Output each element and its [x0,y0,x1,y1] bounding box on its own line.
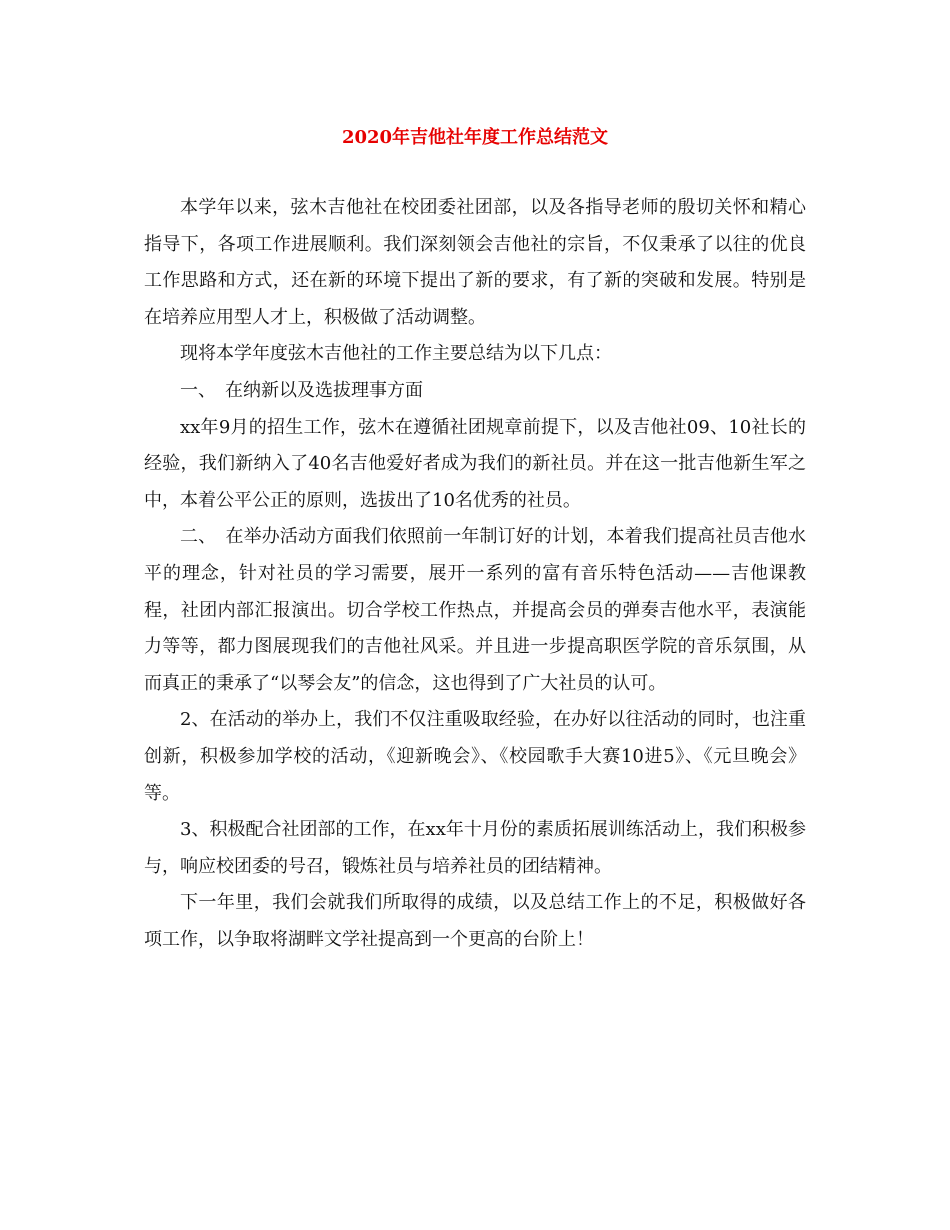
section-heading-recruitment: 一、 在纳新以及选拔理事方面 [180,379,423,401]
paragraph-summary-lead: 现将本学年度弦木吉他社的工作主要总结为以下几点： [180,343,612,365]
paragraph-activities: 二、 在举办活动方面我们依照前一年制订好的计划，本着我们提高社员吉他水平的理念，针对社员的学习需要，展开一系列的富有音乐特色活动——吉他课教程，社团内部汇报演出。切合学校工作热点，并提高会员的弹奏吉他水平，表演能力等等，都力图展现我们的吉他社风采。并且进一步提高职医学院的音乐氛围，从而真正的秉承了“以琴会友”的信念，这也得到了广大社员的认可。 [144,526,806,694]
paragraph-intro: 本学年以来，弦木吉他社在校团委社团部，以及各指导老师的殷切关怀和精心指导下，各项工作进展顺利。我们深刻领会吉他社的宗旨，不仅秉承了以往的优良工作思路和方式，还在新的环境下提出了新的要求，有了新的突破和发展。特别是在培养应用型人才上，积极做了活动调整。 [144,197,806,328]
paragraph-cooperation: 3、积极配合社团部的工作，在xx年十月份的素质拓展训练活动上，我们积极参与，响应校团委的号召，锻炼社员与培养社员的团结精神。 [144,819,806,877]
paragraph-recruitment: xx年9月的招生工作，弦木在遵循社团规章前提下，以及吉他社09、10社长的经验，我们新纳入了40名吉他爱好者成为我们的新社员。并在这一批吉他新生军之中，本着公平公正的原则，选拔出了10名优秀的社员。 [144,416,806,511]
paragraph-outlook: 下一年里，我们会就我们所取得的成绩，以及总结工作上的不足，积极做好各项工作，以争取将湖畔文学社提高到一个更高的台阶上！ [144,892,806,950]
document-title: 2020年吉他社年度工作总结范文 [341,127,609,148]
paragraph-events: 2、在活动的举办上，我们不仅注重吸取经验，在办好以往活动的同时，也注重创新，积极参加学校的活动，《迎新晚会》、《校园歌手大赛10进5》、《元旦晚会》等。 [144,709,806,804]
document-body [144,190,806,958]
